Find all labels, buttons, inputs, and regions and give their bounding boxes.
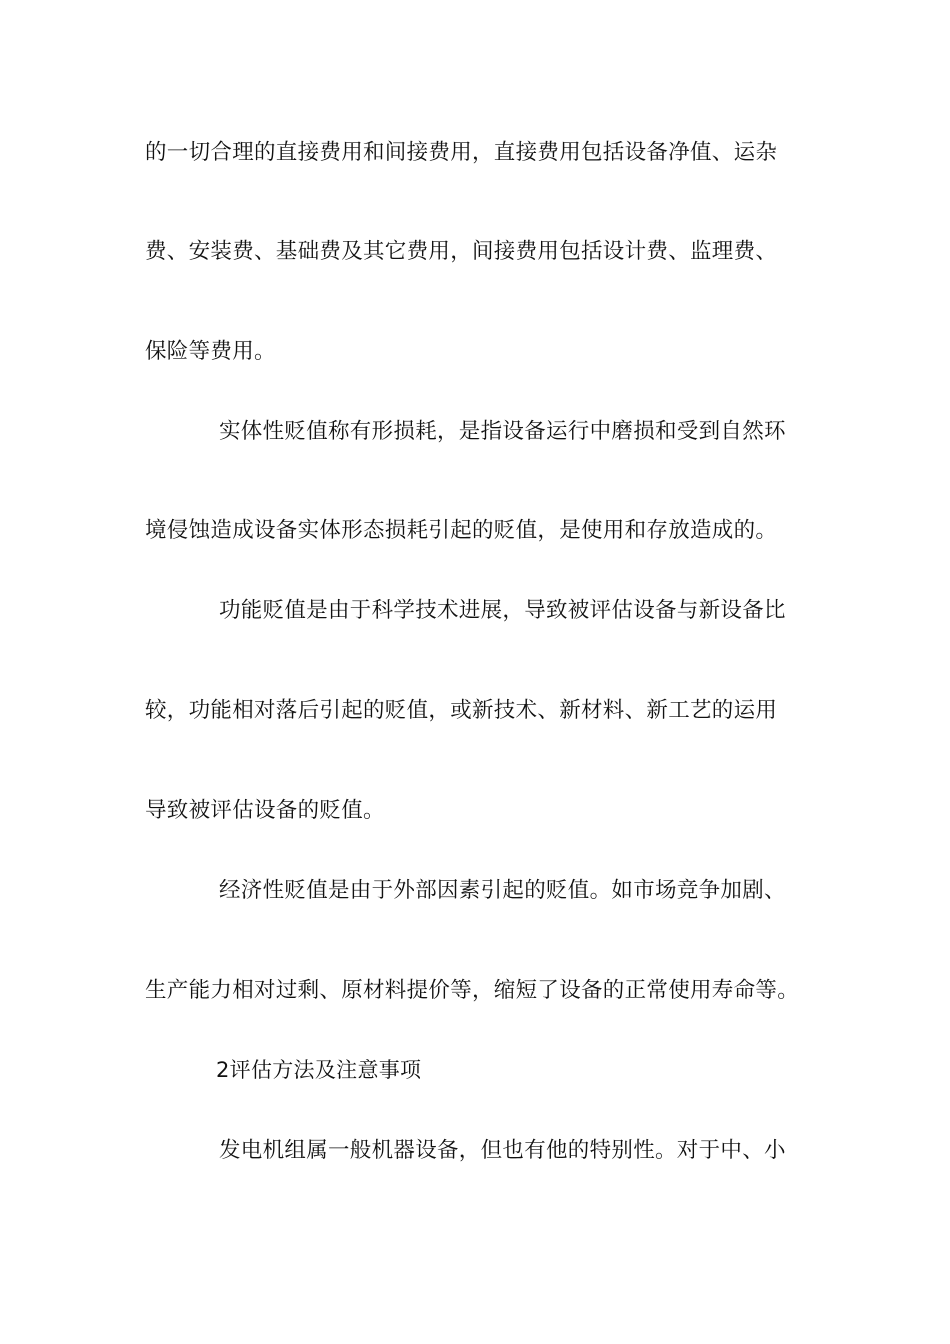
paragraph-line-5: 境侵蚀造成设备实体形态损耗引起的贬值，是使用和存放造成的。	[145, 518, 778, 543]
paragraph-line-2: 费、安装费、基础费及其它费用，间接费用包括设计费、监理费、	[145, 239, 778, 264]
paragraph-line-8: 导致被评估设备的贬值。	[145, 798, 385, 823]
paragraph-line-6: 功能贬值是由于科学技术进展，导致被评估设备与新设备比	[219, 598, 786, 623]
paragraph-line-10: 生产能力相对过剩、原材料提价等，缩短了设备的正常使用寿命等。	[145, 978, 800, 1003]
paragraph-line-9: 经济性贬值是由于外部因素引起的贬值。如市场竞争加剧、	[219, 878, 786, 903]
paragraph-line-4: 实体性贬值称有形损耗，是指设备运行中磨损和受到自然环	[219, 419, 786, 444]
paragraph-line-3: 保险等费用。	[145, 339, 276, 364]
paragraph-line-12: 发电机组属一般机器设备，但也有他的特别性。对于中、小	[219, 1138, 786, 1163]
paragraph-line-1: 的一切合理的直接费用和间接费用，直接费用包括设备净值、运杂	[145, 140, 778, 165]
section-heading: 2评估方法及注意事项	[216, 1058, 422, 1082]
paragraph-line-7: 较，功能相对落后引起的贬值，或新技术、新材料、新工艺的运用	[145, 698, 778, 723]
